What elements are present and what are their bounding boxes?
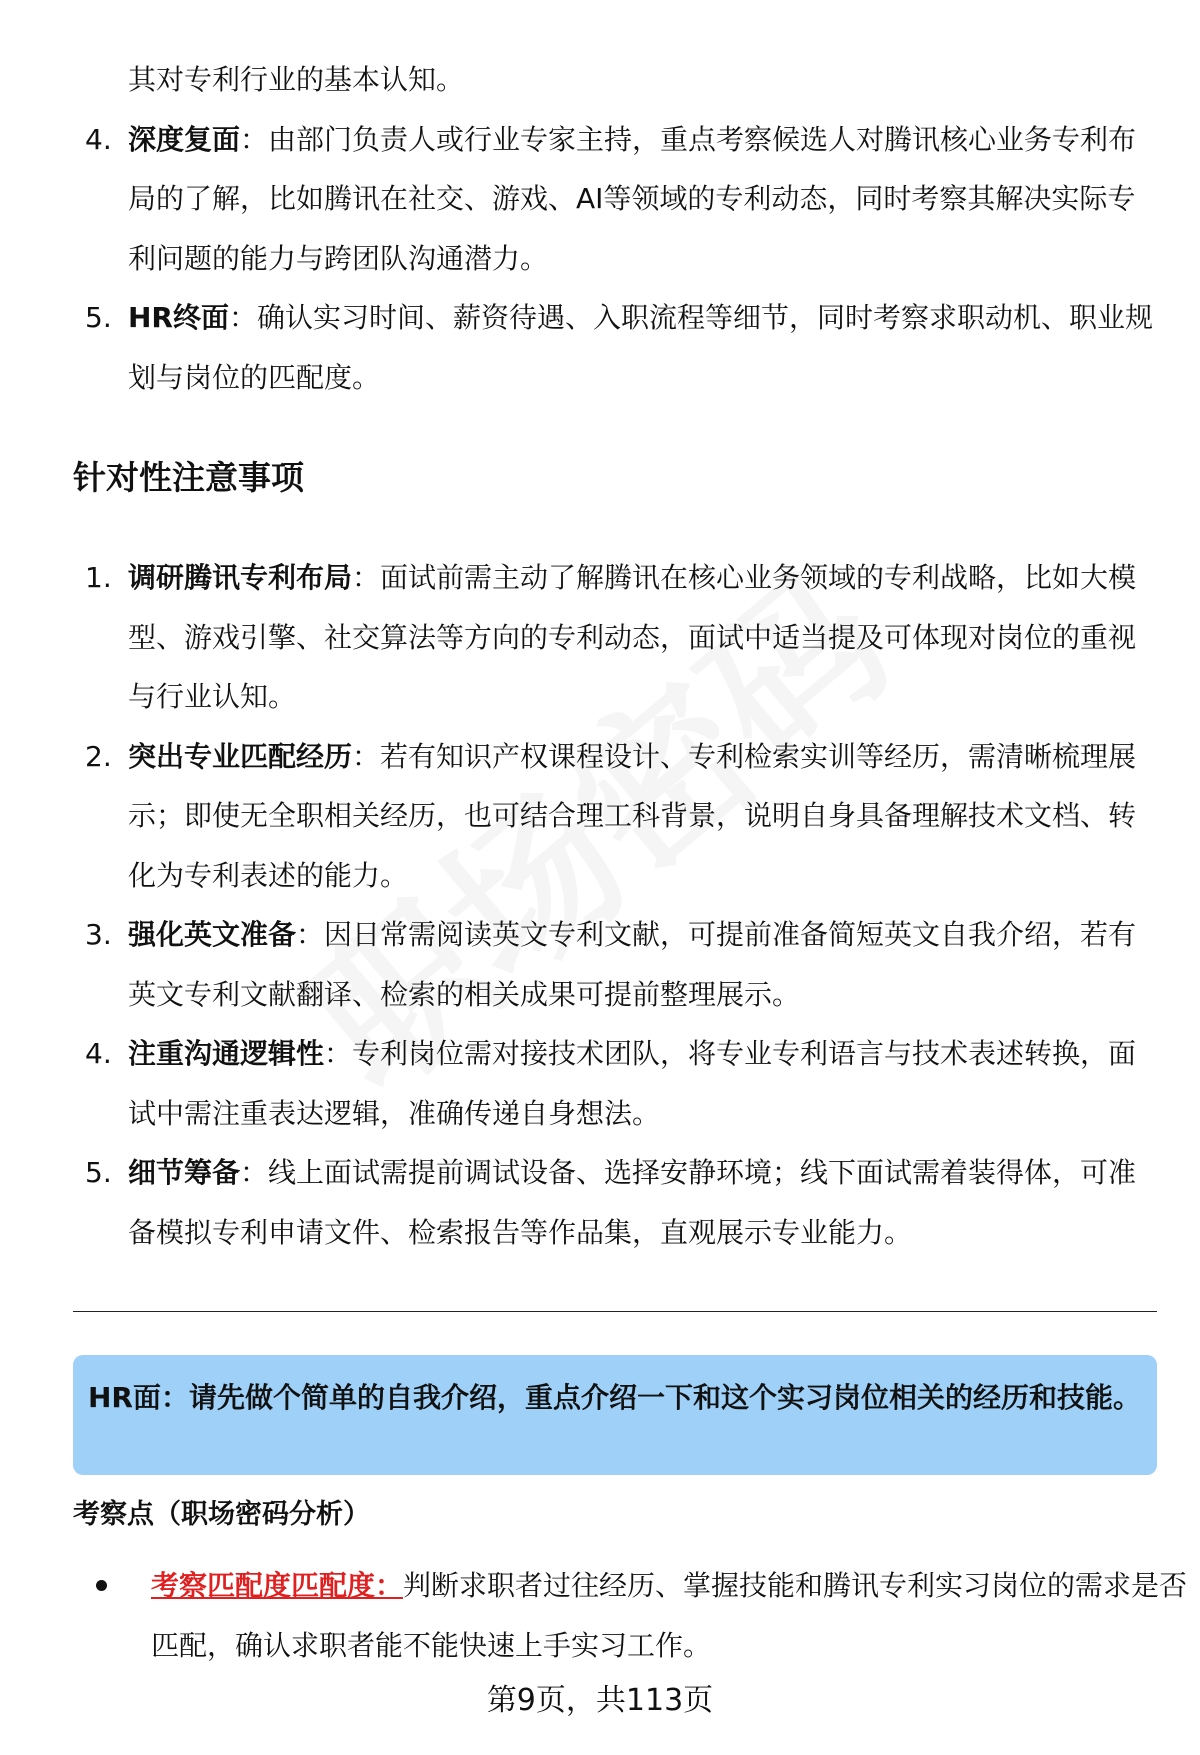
process-list — [73, 50, 1155, 407]
item-number: 1. — [85, 561, 112, 594]
list-item — [73, 727, 1155, 906]
continuation-text — [73, 50, 1155, 110]
item-title: HR终面 — [128, 301, 229, 334]
item-number: 4. — [85, 1037, 112, 1070]
item-number: 5. — [85, 1156, 112, 1189]
text: 其对专利行业的基本认知。 — [128, 63, 465, 96]
item-text: ：由部门负责人或行业专家主持，重点考察候选人对腾讯核心业务专利布局的了解，比如腾讯在社交、游戏、AI等领域的专利动态，同时考察其解决实际专利问题的能力与跨团队沟通潜力。 — [128, 122, 1137, 275]
item-title: 细节筹备 — [128, 1156, 241, 1189]
bullet-dot-icon — [96, 1580, 107, 1591]
item-number: 5. — [85, 301, 112, 334]
item-text: ：专利岗位需对接技术团队，将专业专利语言与技术表述转换，面试中需注重表达逻辑，准确传递自身想法。 — [128, 1037, 1137, 1130]
item-text: ：线上面试需提前调试设备、选择安静环境；线下面试需着装得体，可准备模拟专利申请文件、检索报告等作品集，直观展示专业能力。 — [128, 1156, 1137, 1249]
bullet-text: 判断求职者过往经历、掌握技能和腾讯专利实习岗位的需求是否匹配，确认求职者能不能快速上手实习工作。 — [151, 1569, 1188, 1662]
question-text: HR面：请先做个简单的自我介绍，重点介绍一下和这个实习岗位相关的经历和技能。 — [88, 1381, 1141, 1414]
item-number: 4. — [85, 122, 112, 156]
item-title: 强化英文准备 — [128, 918, 297, 951]
item-number: 2. — [85, 739, 112, 773]
item-title: 调研腾讯专利布局 — [128, 561, 353, 594]
bullet-label: 考察匹配度匹配度： — [151, 1569, 404, 1602]
list-item — [73, 288, 1155, 407]
item-number: 3. — [85, 918, 112, 951]
item-title: 突出专业匹配经历 — [128, 739, 353, 773]
list-item — [73, 110, 1155, 289]
bullet-item — [96, 1556, 1200, 1675]
list-item — [73, 1024, 1155, 1143]
question-box — [73, 1355, 1157, 1475]
analysis-title: 考察点（职场密码分析） — [73, 1499, 370, 1530]
item-text: ：若有知识产权课程设计、专利检索实训等经历，需清晰梳理展示；即使无全职相关经历，也可结合理工科背景，说明自身具备理解技术文档、转化为专利表述的能力。 — [128, 739, 1137, 892]
item-title: 深度复面 — [128, 122, 241, 156]
list-item — [73, 905, 1155, 1024]
item-text: ：确认实习时间、薪资待遇、入职流程等细节，同时考察求职动机、职业规划与岗位的匹配度。 — [128, 301, 1154, 394]
item-text: ：面试前需主动了解腾讯在核心业务领域的专利战略，比如大模型、游戏引擎、社交算法等方向的专利动态，面试中适当提及可体现对岗位的重视与行业认知。 — [128, 561, 1137, 713]
list-item — [73, 548, 1155, 727]
page-footer: 第9页，共113页 — [486, 1683, 714, 1718]
item-title: 注重沟通逻辑性 — [128, 1037, 325, 1070]
section-title: 针对性注意事项 — [73, 458, 304, 497]
item-text: ：因日常需阅读英文专利文献，可提前准备简短英文自我介绍，若有英文专利文献翻译、检索的相关成果可提前整理展示。 — [128, 918, 1137, 1011]
tips-list — [73, 548, 1155, 1262]
divider — [73, 1311, 1157, 1312]
list-item — [73, 1143, 1155, 1262]
